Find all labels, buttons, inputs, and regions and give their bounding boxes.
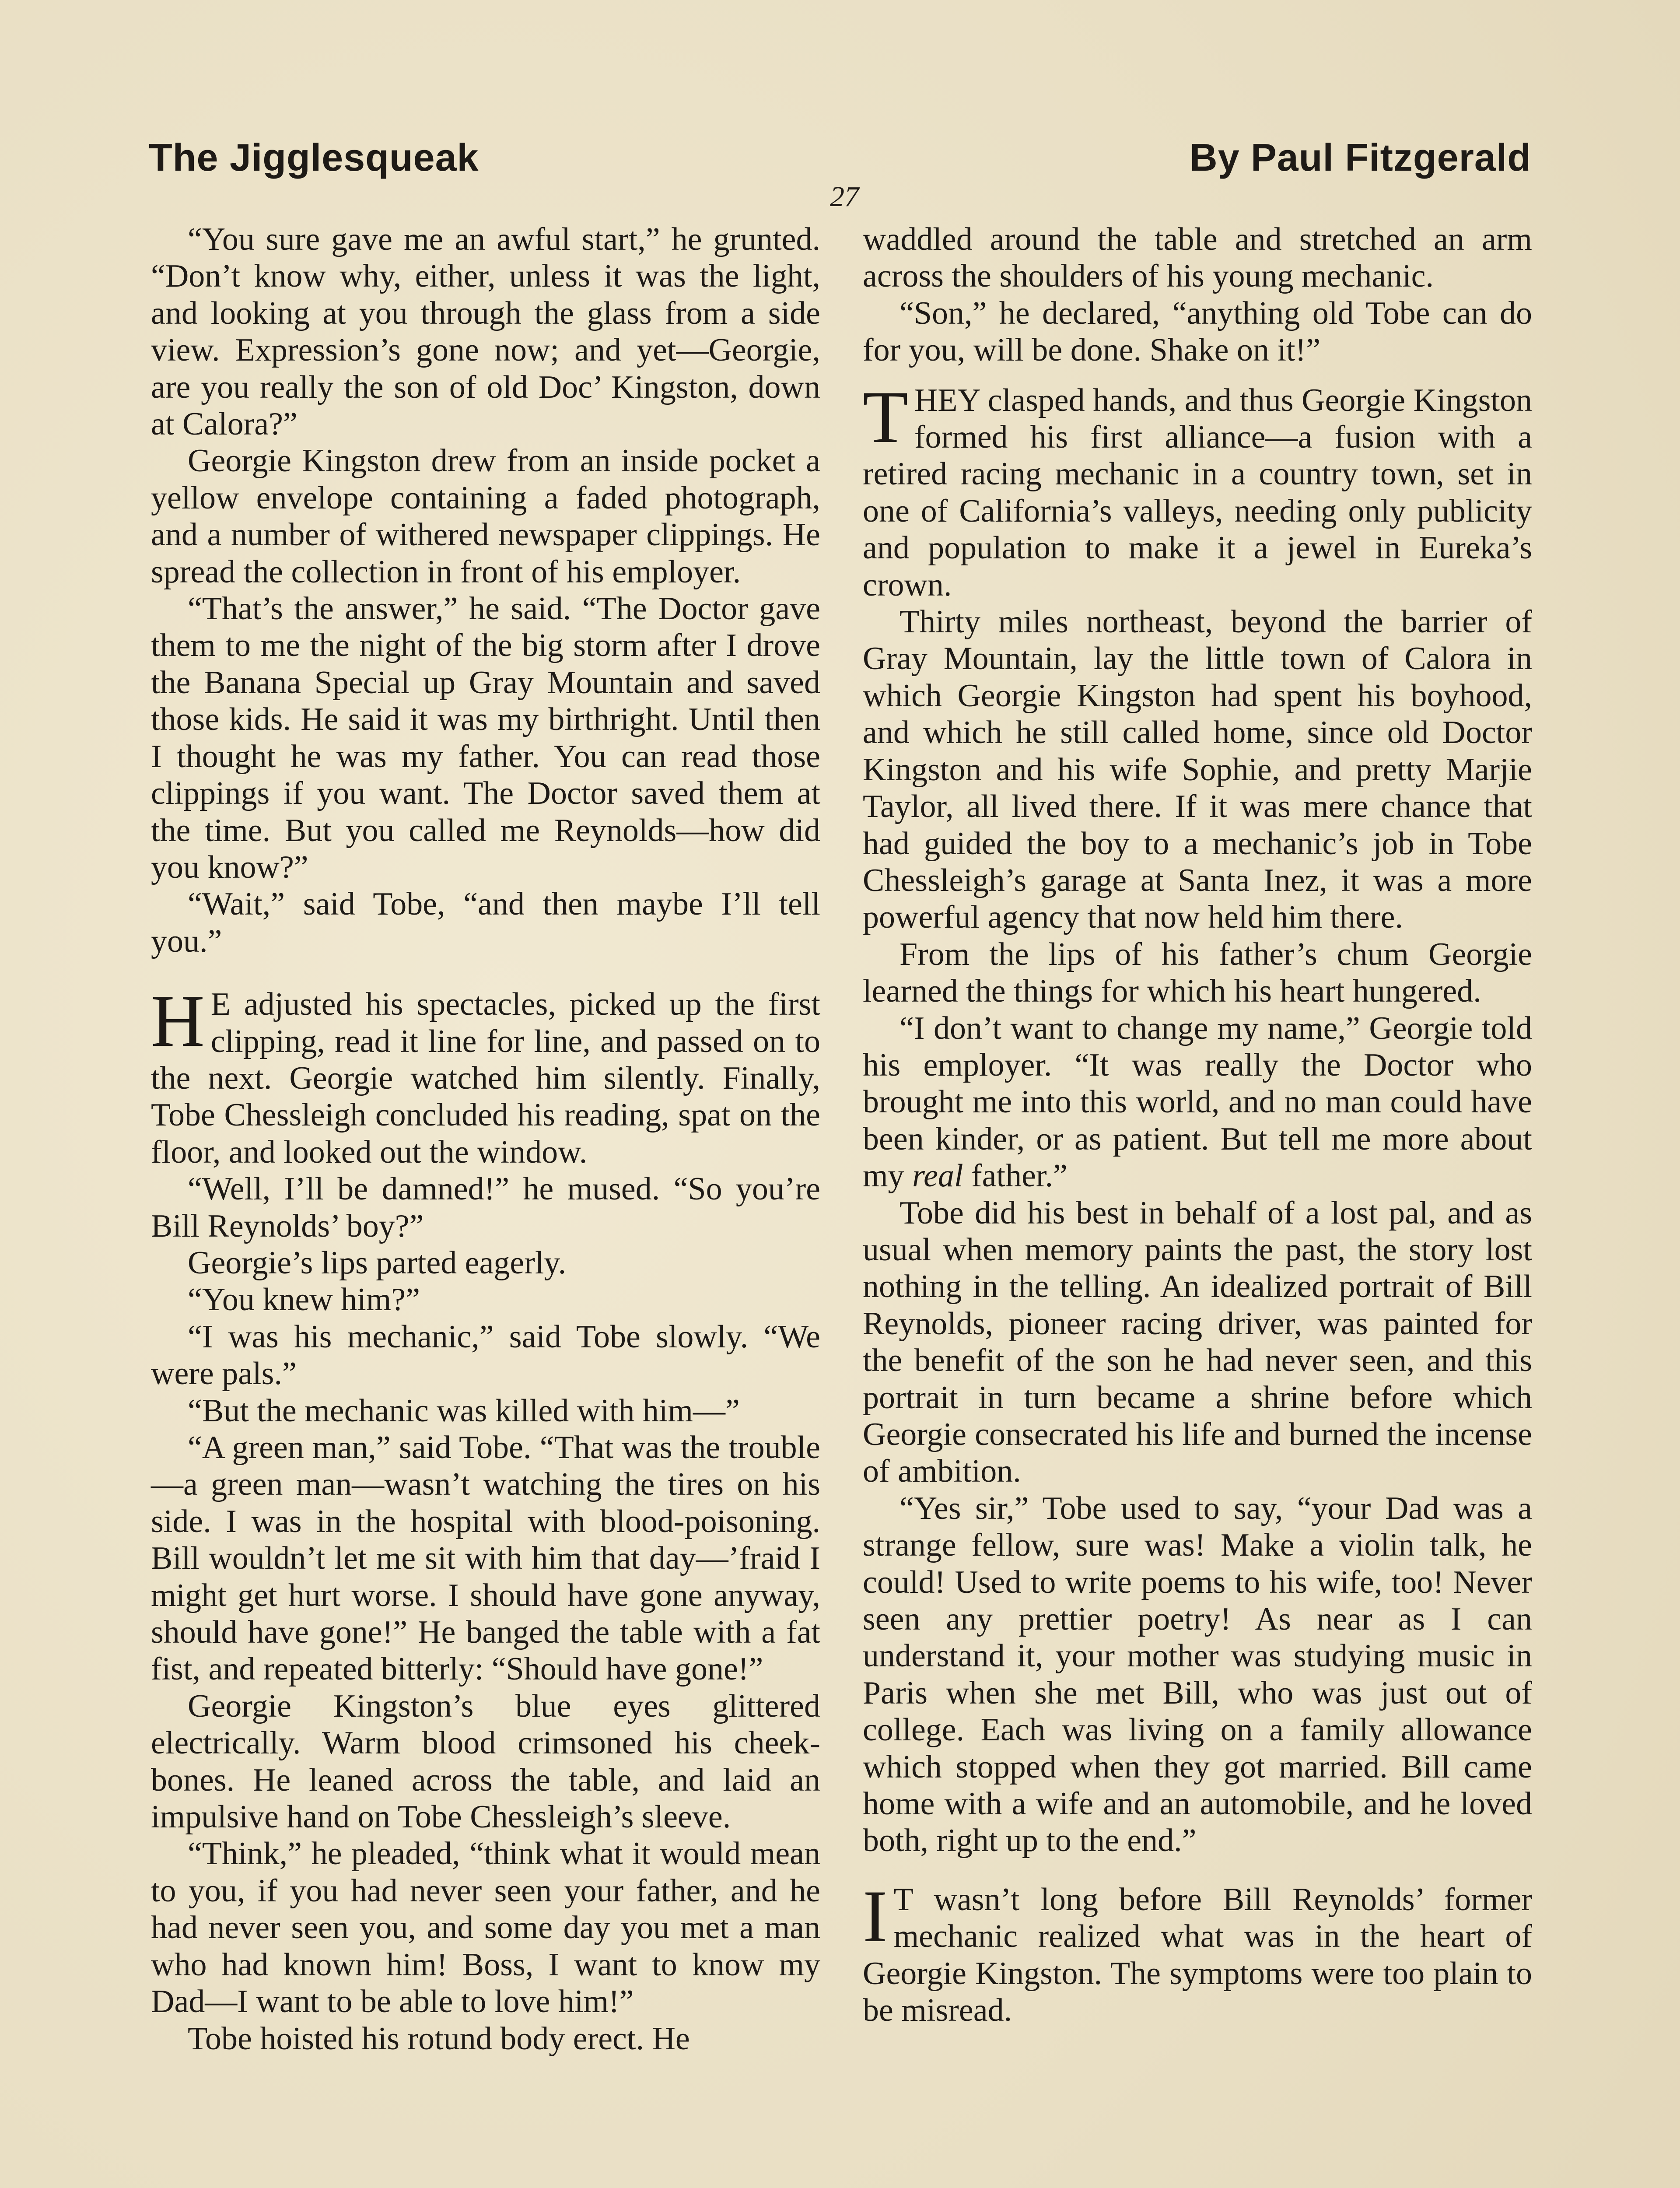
paragraph: “But the mechanic was killed with him—” [188,1392,740,1429]
paragraph: Tobe hoisted his rotund body erect. He [188,2020,690,2057]
paragraph: “Yes sir,” Tobe used to say, “your Dad was a strange fellow, sure was! Make a violin talk, he could! Used to write poems to his wife, too! Never seen any prettier poetry! As near as I can understand it, your mother was studying music in Paris when she met Bill, who was just out of college. Each was living on a family allowance which stopped when they got married. Bill came home with a wife and an automobile, and he loved both, right up to the end.” [863,1490,1532,1859]
drop-cap: I [863,1875,888,1957]
paragraph: Thirty miles northeast, beyond the barrier of Gray Mountain, lay the little town of Calora in which Georgie Kingston had spent his boyhood, and which he still called home, since old Doctor Kingston and his wife Sophie, and pretty Marjie Taylor, all lived there. If it was mere chance that had guided the boy to a mechanic’s job in Tobe Chessleigh’s garage at Santa Inez, it was a more powerful agency that now held him there. [863,604,1532,936]
paragraph: waddled around the table and stretched an arm across the shoulders of his young mechanic. [863,221,1532,295]
paragraph-dropcap [863,1875,1532,2029]
paragraph: “I was his mechanic,” said Tobe slowly. “We were pals.” [151,1318,820,1392]
left-column [151,221,820,2057]
paragraph: “Wait,” said Tobe, “and then maybe I’ll tell you.” [151,886,820,959]
right-column [863,221,1532,2029]
emphasis: real [912,1158,963,1194]
paragraph: “Son,” he declared, “anything old Tobe can do for you, will be done. Shake on it!” [863,295,1532,368]
paragraph-text: father.” [971,1158,1068,1194]
paragraph: “You knew him?” [188,1282,420,1318]
drop-cap: H [151,980,205,1062]
paragraph: “A green man,” said Tobe. “That was the trouble—a green man—wasn’t watching the tires on his side. I was in the hospital with blood-poisoning. Bill wouldn’t let me sit with him that day—’fraid I might get hurt worse. I should have gone anyway, should have gone!” He banged the table with a fat fist, and repeated bitterly: “Should have gone!” [151,1430,820,1687]
paragraph: From the lips of his father’s chum Georgie learned the things for which his heart hungered. [863,936,1532,1010]
paragraph-text: “I don’t want to change my name,” Georgie told his employer. “It was really the Doctor who brought me into this world, and no man could have been kinder, or as patient. But tell me more about my [863,1010,1532,1194]
drop-cap: T [863,375,908,458]
story-author: By Paul Fitzgerald [1190,136,1531,179]
paragraph: Tobe did his best in behalf of a lost pal, and as usual when memory paints the past, the story lost nothing in the telling. An idealized portrait of Bill Reynolds, pioneer racing driver, was painted for the benefit of the son he had never seen, and this portrait in turn became a shrine before which Georgie consecrated his life and burned the incense of ambition. [863,1195,1532,1490]
paragraph: Georgie Kingston drew from an inside pocket a yellow envelope containing a faded photograph, and a number of withered newspaper clippings. He spread the collection in front of his employer. [151,443,820,590]
paragraph: “Think,” he pleaded, “think what it would mean to you, if you had never seen your father, and he had never seen you, and some day you met a man who had known him! Boss, I want to know my Dad—I want to be able to love him!” [151,1836,820,2020]
page-header [149,131,1531,184]
paragraph: “Well, I’ll be damned!” he mused. “So you’re Bill Reynolds’ boy?” [151,1171,820,1244]
paragraph: “You sure gave me an awful start,” he grunted. “Don’t know why, either, unless it was the light, and looking at you through the glass from a side view. Expression’s gone now; and yet—Georgie, are you really the son of old Doc’ Kingston, down at Calora?” [151,221,820,442]
story-title: The Jigglesqueak [149,136,479,179]
paragraph-text: HEY clasped hands, and thus Georgie Kingston formed his first alliance—a fusion with a retired racing mechanic in a country town, set in one of California’s valleys, needing only publicity and population to make it a jewel in Eureka’s crown. [863,382,1532,603]
paragraph [863,1010,1532,1195]
paragraph: Georgie Kingston’s blue eyes glittered electrically. Warm blood crimsoned his cheek-bones. He leaned across the table, and laid an impulsive hand on Tobe Chessleigh’s sleeve. [151,1688,820,1835]
paragraph-text: E adjusted his spectacles, picked up the first clipping, read it line for line, and passed on to the next. Georgie watched him silently. Finally, Tobe Chessleigh concluded his reading, spat on the floor, and looked out the window. [151,986,820,1170]
paragraph: “That’s the answer,” he said. “The Doctor gave them to me the night of the big storm after I drove the Banana Special up Gray Mountain and saved those kids. He said it was my birthright. Until then I thought he was my father. You can read those clippings if you want. The Doctor saved them at the time. But you called me Reynolds—how did you know?” [151,591,820,885]
paragraph: Georgie’s lips parted eagerly. [188,1245,567,1281]
paragraph-dropcap [151,980,820,1171]
paragraph-text: T wasn’t long before Bill Reynolds’ former mechanic realized what was in the heart of Georgie Kingston. The symptoms were too plain to be misread. [863,1881,1532,2029]
paragraph-dropcap [863,375,1532,603]
page-number: 27 [830,181,859,213]
